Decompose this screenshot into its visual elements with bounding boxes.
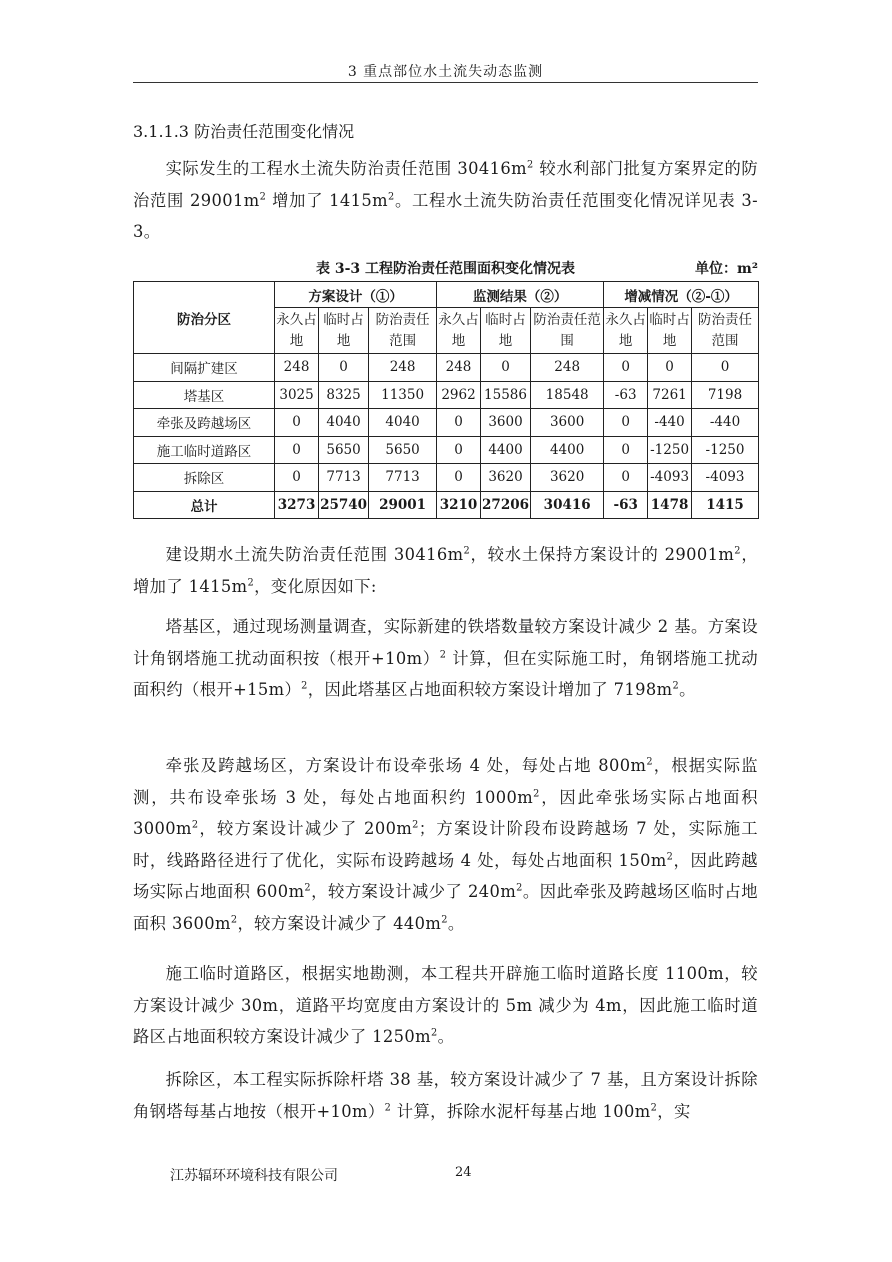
paragraph-tower-base: 塔基区，通过现场测量调查，实际新建的铁塔数量较方案设计减少 2 基。方案设计角钢塔施工扰动面积按（根开+10m）$^2$ 计算，但在实际施工时，角钢塔施工扰动面积约（根开+15m）$^2$，因此塔基区占地面积较方案设计增加了 $7198m^2$。 [133,617,759,699]
group-header-change: 增减情况（②-①） [604,282,759,308]
table-cell: 0 [437,464,481,492]
table-cell: 0 [275,436,319,464]
sub-header-temporary: 临时占地 [648,308,692,354]
sub-header-scope: 防治责任范围 [369,308,437,354]
table-row [134,381,759,409]
section-heading: 3.1.1.3 防治责任范围变化情况 [133,122,355,141]
table-cell: 0 [604,436,648,464]
table-cell: 25740 [319,491,369,519]
sub-header-permanent: 永久占地 [437,308,481,354]
table-cell: 0 [692,354,759,382]
table-row [134,464,759,492]
running-header: 3 重点部位水土流失动态监测 [347,64,544,80]
table-cell: 3273 [275,491,319,519]
sub-header-permanent: 永久占地 [275,308,319,354]
table-cell: 4040 [369,409,437,437]
table-cell: 1478 [648,491,692,519]
table-cell: 0 [275,464,319,492]
table-cell: -63 [604,491,648,519]
table-cell: 18548 [531,381,604,409]
table-body [134,354,759,519]
table-cell: 248 [275,354,319,382]
table-cell: 1415 [692,491,759,519]
zone-name-cell: 总计 [134,491,275,519]
table-cell: 4400 [531,436,604,464]
responsibility-area-table [133,281,759,519]
group-header-plan: 方案设计（①） [275,282,437,308]
header-rule [133,82,758,83]
paragraph-temp-road: 施工临时道路区，根据实地勘测，本工程共开辟施工临时道路长度 1100m，较方案设计减少 30m，道路平均宽度由方案设计的 5m 减少为 4m，因此施工临时道路区占地面积较方案设计减少了 $1250m^2$。 [133,964,758,1046]
table-cell: 4040 [319,409,369,437]
table-caption [133,259,758,279]
table-cell: -4093 [648,464,692,492]
zone-header-cell: 防治分区 [134,282,275,354]
table-cell: 0 [604,409,648,437]
table-total-row [134,491,759,519]
table-cell: 11350 [369,381,437,409]
table-cell: 0 [480,354,530,382]
sub-header-permanent: 永久占地 [604,308,648,354]
table-cell: -1250 [692,436,759,464]
table-cell: 248 [531,354,604,382]
table-title: 表 3-3 工程防治责任范围面积变化情况表 [315,261,576,277]
table-cell: 3210 [437,491,481,519]
zone-name-cell: 施工临时道路区 [134,436,275,464]
table-cell: 5650 [369,436,437,464]
sub-header-scope: 防治责任范围 [531,308,604,354]
paragraph-tension-field: 牵张及跨越场区，方案设计布设牵张场 4 处，每处占地 $800m^2$，根据实际监测，共布设牵张场 3 处，每处占地面积约 $1000m^2$，因此牵张场实际占地面积 $3000m^2$，较方案设计减少了 $200m^2$；方案设计阶段布设跨越场 7 处，实际施工时，线路路径进行了优化，实际布设跨越场 4 处，每处占地面积 $150m^2$，因此跨越场实际占地面积 $600m^2$，较方案设计减少了 $240m^2$。因此牵张及跨越场区临时占地面积 $3600m^2$，较方案设计减少了 $440m^2$。 [133,756,758,933]
table-row [134,436,759,464]
table-cell: 248 [369,354,437,382]
table-cell: -63 [604,381,648,409]
table-row [134,354,759,382]
table-cell: 3025 [275,381,319,409]
table-cell: 0 [275,409,319,437]
table-cell: -1250 [648,436,692,464]
table-cell: 0 [604,354,648,382]
paragraph-intro: 实际发生的工程水土流失防治责任范围 $30416m^2$ 较水利部门批复方案界定的防治范围 $29001m^2$ 增加了 $1415m^2$。工程水土流失防治责任范围变化情况详见表 3-3。 [133,159,758,241]
zone-name-cell: 拆除区 [134,464,275,492]
sub-header-temporary: 临时占地 [319,308,369,354]
table-cell: 7261 [648,381,692,409]
table-unit: 单位：m² [695,261,758,277]
paragraph-summary: 建设期水土流失防治责任范围 $30416m^2$，较水土保持方案设计的 $29001m^2$，增加了 $1415m^2$，变化原因如下: [133,545,759,596]
table-cell: 0 [648,354,692,382]
table-cell: 7713 [369,464,437,492]
table-cell: 3600 [531,409,604,437]
table-cell: 4400 [480,436,530,464]
footer-company: 江苏辐环环境科技有限公司 [170,1168,338,1184]
table-row [134,409,759,437]
zone-name-cell: 塔基区 [134,381,275,409]
table-cell: 7198 [692,381,759,409]
table-cell: 5650 [319,436,369,464]
table-cell: 7713 [319,464,369,492]
table-cell: 8325 [319,381,369,409]
table-cell: 0 [437,409,481,437]
zone-name-cell: 牵张及跨越场区 [134,409,275,437]
table-cell: -440 [692,409,759,437]
page-number: 24 [455,1165,472,1180]
table-cell: 0 [319,354,369,382]
table-cell: 0 [437,436,481,464]
paragraph-demolition: 拆除区，本工程实际拆除杆塔 38 基，较方案设计减少了 7 基，且方案设计拆除角钢塔每基占地按（根开+10m）$^2$ 计算，拆除水泥杆每基占地 $100m^2$，实 [133,1070,758,1121]
table-cell: 27206 [480,491,530,519]
table-cell: 30416 [531,491,604,519]
zone-name-cell: 间隔扩建区 [134,354,275,382]
table-cell: 3600 [480,409,530,437]
table-cell: 248 [437,354,481,382]
table-cell: 2962 [437,381,481,409]
table-cell: 3620 [480,464,530,492]
group-header-monitor: 监测结果（②） [437,282,604,308]
table-cell: -4093 [692,464,759,492]
table-cell: 29001 [369,491,437,519]
table-cell: -440 [648,409,692,437]
table-cell: 15586 [480,381,530,409]
table-cell: 0 [604,464,648,492]
sub-header-temporary: 临时占地 [480,308,530,354]
table-cell: 3620 [531,464,604,492]
sub-header-scope: 防治责任范围 [692,308,759,354]
